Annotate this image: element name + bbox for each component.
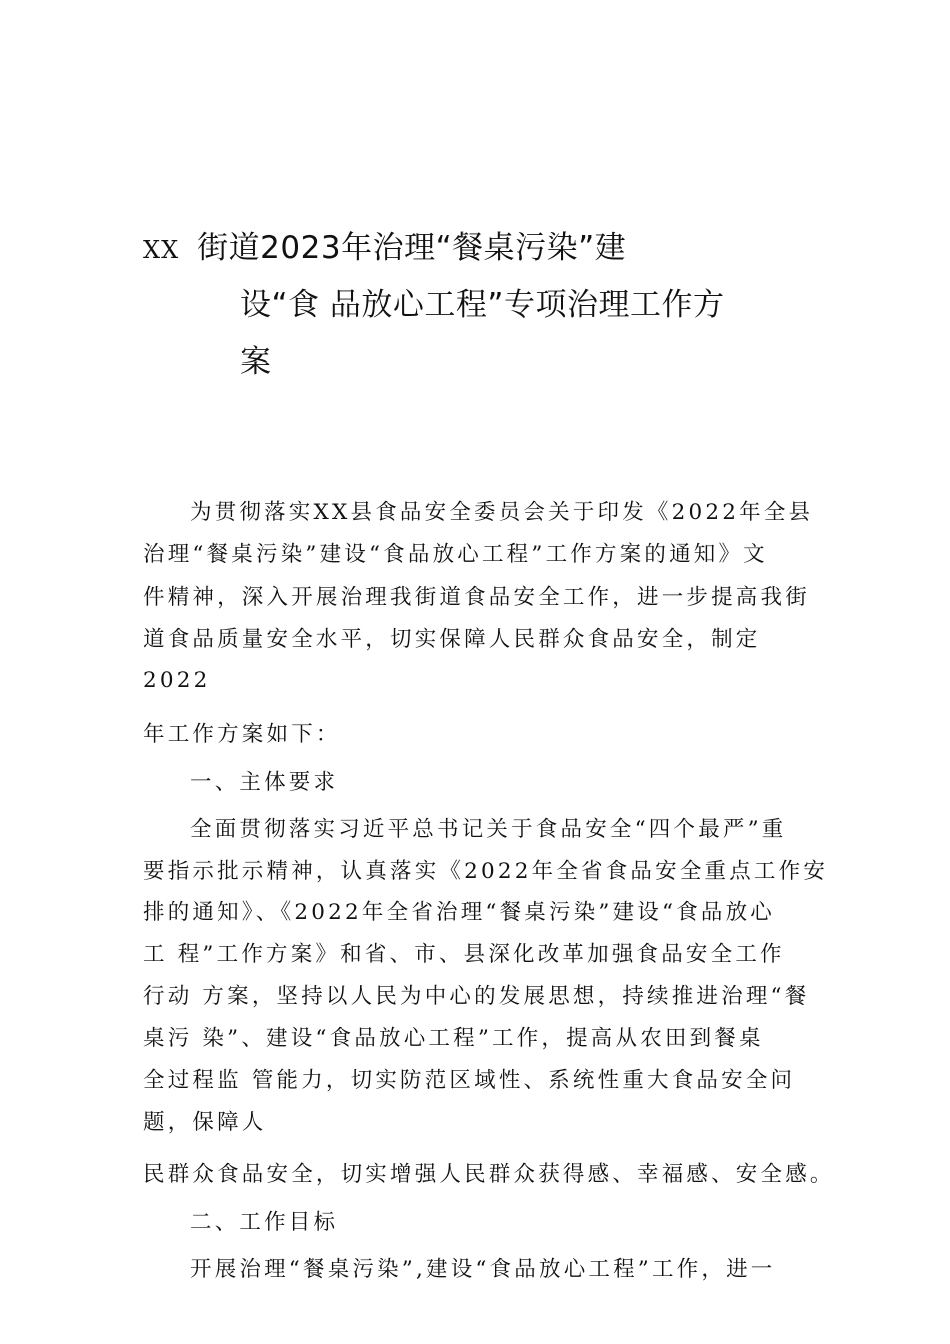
document-title-line-3: 案 (240, 344, 272, 380)
document-title-line-2: 设“食 品放心工程”专项治理工作方 (240, 287, 725, 323)
paragraph-line: 要指示批示精神，认真落实《2022年全省食品安全重点工作安 (143, 859, 829, 884)
paragraph-line: 民群众食品安全，切实增强人民群众获得感、幸福感、安全感。 (143, 1162, 835, 1187)
section-heading: 一、主体要求 (190, 770, 339, 795)
paragraph-line: 行动 方案，坚持以人民为中心的发展思想，持续推进治理“餐 (143, 984, 810, 1009)
paragraph-line: 全过程监 管能力，切实防范区域性、系统性重大食品安全问 (143, 1068, 796, 1093)
paragraph-line: 工 程”工作方案》和省、市、县深化改革加强食品安全工作 (143, 942, 785, 967)
paragraph-line: 2022 (143, 668, 211, 693)
paragraph-line: 为贯彻落实XX县食品安全委员会关于印发《2022年全县 (190, 500, 814, 525)
paragraph-line: 全面贯彻落实习近平总书记关于食品安全“四个最严”重 (190, 817, 787, 842)
paragraph-line: 治理“餐桌污染”建设“食品放心工程”工作方案的通知》文 (143, 542, 768, 567)
section-heading: 二、工作目标 (190, 1210, 339, 1235)
paragraph-line: 题，保障人 (143, 1110, 267, 1135)
paragraph-line: 年工作方案如下： (143, 722, 341, 747)
paragraph-line: 开展治理“餐桌污染”,建设“食品放心工程”工作，进一 (190, 1257, 776, 1282)
paragraph-line: 排的通知》、《2022年全省治理“餐桌污染”建设“食品放心 (143, 900, 775, 925)
paragraph-line: 桌污 染”、建设“食品放心工程”工作，提高从农田到餐桌 (143, 1026, 764, 1051)
document-title-text-1: 街道2023年治理“餐桌污染”建 (197, 230, 627, 266)
paragraph-line: 道食品质量安全水平，切实保障人民群众食品安全，制定 (143, 627, 761, 652)
document-title-prefix: XX (143, 236, 180, 264)
document-title-line-1 (143, 228, 626, 270)
paragraph-line: 件精神，深入开展治理我街道食品安全工作，进一步提高我街 (143, 585, 810, 610)
